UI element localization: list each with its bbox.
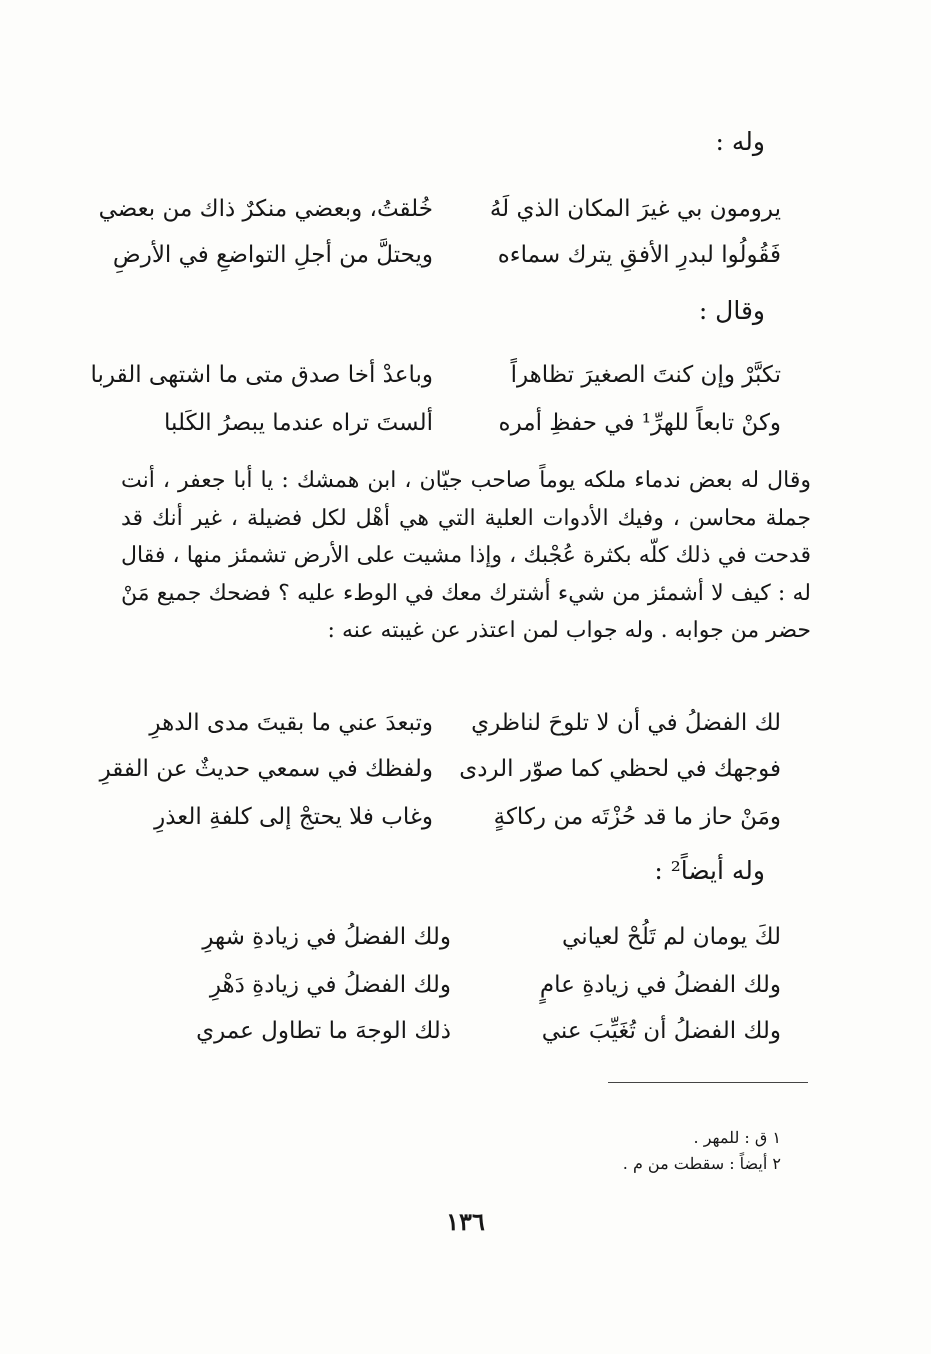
verse-10-hemistich-right: ولك الفضلُ أن تُغَيِّبَ عني (541, 1018, 781, 1044)
section-heading-2: وقال : (698, 296, 765, 325)
verse-4-hemistich-right: وكنْ تابعاً للهرِّ¹ في حفظِ أمره (498, 410, 781, 436)
verse-5-hemistich-left: وتبعدَ عني ما بقيتَ مدى الدهرِ (149, 710, 433, 736)
prose-paragraph: وقال له بعض ندماء ملكه يوماً صاحب جيّان ، ابن همشك : يا أبا جعفر ، أنت جملة محاسن ، وفيك الأدوات العلية التي هي أهْل لكل فضيلة ، غير أنك قد قدحت في ذلك كلّه بكثرة عُجْبك ، وإذا مشيت على الأرض تشمئز منها ، فقال له : كيف لا أشمئز من شيء أشترك معك في الوطء عليه ؟ فضحك جميع مَنْ حضر من جوابه . وله جواب لمن اعتذر عن غيبته عنه : (121, 468, 811, 643)
section-heading-1: وله : (715, 127, 765, 156)
verse-7-hemistich-left: وغاب فلا يحتجْ إلى كلفةِ العذرِ (154, 804, 433, 830)
verse-2-hemistich-left: ويحتلَّ من أجلِ التواضعِ في الأرضِ (112, 242, 433, 268)
verse-9-hemistich-right: ولك الفضلُ في زيادةِ عامٍ (539, 972, 781, 998)
verse-10-hemistich-left: ذلك الوجهَ ما تطاول عمري (196, 1018, 451, 1044)
verse-3-hemistich-right: تكبَّرْ وإن كنتَ الصغيرَ تظاهراً (510, 362, 781, 388)
verse-1-hemistich-right: يرومون بي غيرَ المكان الذي لَهُ (489, 196, 781, 222)
footnote-2: ٢ أيضاً : سقطت من م . (622, 1154, 781, 1173)
footnote-1: ١ ق : للمهر . (693, 1128, 781, 1147)
verse-5-hemistich-right: لك الفضلُ في أن لا تلوحَ لناظري (471, 710, 781, 736)
verse-8-hemistich-left: ولك الفضلُ في زيادةِ شهرِ (202, 924, 451, 950)
verse-1-hemistich-left: خُلقتُ، وبعضي منكرٌ ذاك من بعضي (98, 196, 433, 222)
page-number: ١٣٦ (446, 1207, 485, 1236)
footnote-divider (608, 1082, 808, 1083)
verse-4-hemistich-left: ألستَ تراه عندما يبصرُ الكَلبا (164, 410, 433, 436)
verse-6-hemistich-right: فوجهك في لحظي كما صوّر الردى (459, 756, 781, 782)
verse-7-hemistich-right: ومَنْ حاز ما قد حُزْتَه من ركاكةٍ (493, 804, 781, 830)
verse-9-hemistich-left: ولك الفضلُ في زيادةِ دَهْرِ (209, 972, 451, 998)
verse-2-hemistich-right: فَقُولُوا لبدرِ الأفقِ يترك سماءه (497, 242, 781, 268)
verse-6-hemistich-left: ولفظك في سمعي حديثٌ عن الفقرِ (99, 756, 433, 782)
verse-8-hemistich-right: لكَ يومان لم تَلُحْ لعياني (562, 924, 781, 950)
section-heading-3: وله أيضاً² : (654, 856, 765, 885)
verse-3-hemistich-left: وباعدْ أخا صدق متى ما اشتهى القربا (90, 362, 433, 388)
